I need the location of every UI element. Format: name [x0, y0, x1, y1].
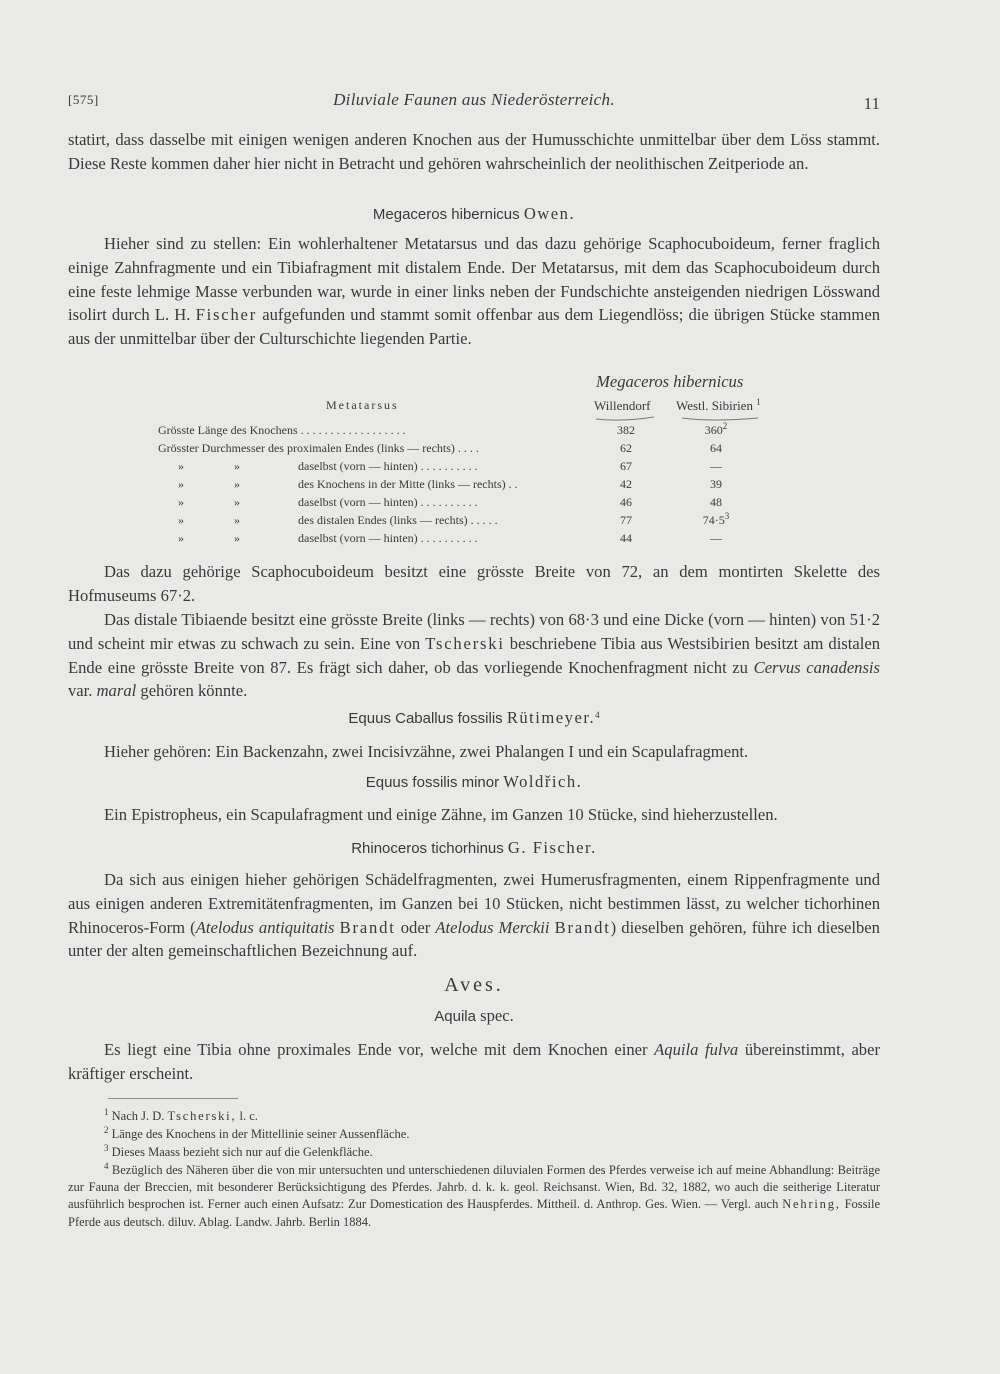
text-run: Da sich aus einigen hieher gehörigen Schädelfragmenten, zwei Humerusfragmenten, einem Rippenfragmente und aus einigen anderen Extremitätenfragmenten, im Ganzen bei 10 Stücken, nicht bestimmen lässt, zu welcher tichorhinen Rhinoceros-Form (	[68, 870, 880, 937]
column-header-text: Westl. Sibirien	[676, 398, 753, 413]
heading-equus-minor	[68, 772, 880, 792]
taxon-name: maral	[96, 681, 137, 701]
running-header	[68, 92, 880, 116]
header-braces	[592, 415, 762, 423]
paragraph-scaphocuboideum: Das dazu gehörige Scaphocuboideum besitzt eine grösste Breite von 72, an dem montirten Skelette des Hofmuseums 67·2.	[68, 562, 880, 605]
species-name: Megaceros hibernicus	[372, 206, 520, 223]
value-text: 360	[704, 423, 723, 437]
footnote-divider	[108, 1098, 238, 1099]
text-run: beschriebene Tibia aus Westsibirien besitzt am distalen Ende eine grösste Breite von 87. Es frägt sich daher, ob das vorliegende Knochenfragment nicht zu	[68, 633, 881, 677]
value-willendorf: 67	[620, 459, 632, 473]
row-label: des distalen Endes (links — rechts) . . . . .	[298, 513, 498, 527]
value-sibirien: 39	[710, 477, 722, 491]
taxon-name: Cervus canadensis	[753, 657, 881, 677]
person-name: Nehring,	[782, 1197, 841, 1212]
footnote-number: 2	[104, 1125, 109, 1135]
heading-aves: Aves.	[444, 974, 504, 996]
row-label: Grösste Länge des Knochens . . . . . . . . . . . . . . . . . .	[158, 423, 406, 437]
footnote-marker: 4	[595, 710, 600, 720]
footnote-1	[68, 1108, 880, 1125]
table-row	[146, 513, 786, 530]
text-run: Bezüglich des Näheren über die von mir untersuchten und unterschiedenen diluvialen Formen des Pferdes verweise ich auf meine Abhandlung: Beiträge zur Fauna der Breccien, mit besonderer Berücksichtigung des Pferdes. Jahrb. d. k. k. geol. Reichsanst. Wien, Bd. 32, 1882, wo auch die seitherige Literatur ausführlich besprochen ist. Ferner auch einen Aufsatz: Zur Domestication des Hauspferdes. Mittheil. d. Anthrop. Ges. Wien. — Vergl. auch	[68, 1163, 880, 1212]
person-name: Brandt	[339, 917, 396, 937]
footnote-number: 3	[104, 1143, 109, 1153]
running-title: Diluviale Faunen aus Niederösterreich.	[333, 90, 615, 109]
heading-aquila	[68, 1006, 880, 1026]
person-name: Fischer	[195, 305, 258, 325]
row-label: daselbst (vorn — hinten) . . . . . . . . . .	[298, 459, 478, 473]
footnote-3	[68, 1144, 880, 1161]
paragraph-rhinoceros	[68, 868, 880, 963]
value-willendorf: 77	[620, 513, 632, 527]
footnote-number: 1	[104, 1107, 109, 1117]
column-header-sibirien	[676, 398, 761, 414]
value-sibirien	[686, 513, 746, 528]
table-row	[146, 459, 786, 476]
value-sibirien: 48	[710, 495, 722, 509]
text-run: Hieher sind zu stellen: Ein wohlerhaltener Metatarsus und das dazu gehörige Scaphocuboideum, ferner fraglich einige Zahnfragmente und ein Tibiafragment mit distalem Ende. Der Metatarsus, mit dem das Scaphocuboideum durch eine feste lehmige Masse verbunden war, wurde in einer links neben der Fundschichte ansteigenden niedrigen Lösswand isolirt durch L. H.	[68, 234, 880, 325]
paragraph-equus-caballus: Hieher gehören: Ein Backenzahn, zwei Incisivzähne, zwei Phalangen I und ein Scapulafragment.	[104, 742, 749, 761]
table-row-header: Metatarsus	[326, 398, 399, 412]
table-row	[146, 423, 786, 440]
paragraph-megaceros	[68, 232, 880, 351]
row-label: Grösster Durchmesser des proximalen Endes (links — rechts) . . . .	[158, 441, 479, 455]
value-willendorf: 382	[617, 423, 635, 437]
ditto-mark: »	[178, 513, 184, 527]
footnote-marker: 2	[722, 421, 728, 431]
ditto-mark: »	[178, 495, 184, 509]
value-willendorf: 42	[620, 477, 632, 491]
species-name: Equus fossilis minor	[365, 774, 500, 791]
paragraph-continuation: statirt, dass dasselbe mit einigen wenigen anderen Knochen aus der Humusschichte unmittelbar über dem Löss stammt. Diese Reste kommen daher hier nicht in Betracht und gehören wahrscheinlich der neolithischen Zeitperiode an.	[68, 130, 880, 173]
text-run: Nach J. D.	[111, 1109, 165, 1123]
ditto-mark: »	[234, 477, 240, 491]
taxon-name: Atelodus antiquitatis	[195, 917, 335, 937]
table-row	[146, 441, 786, 458]
value-sibirien: —	[710, 531, 722, 545]
table-row	[146, 495, 786, 512]
value-willendorf: 44	[620, 531, 632, 545]
species-name: Equus Caballus fossilis	[348, 710, 503, 727]
value-sibirien	[686, 423, 746, 438]
row-label: des Knochens in der Mitte (links — rechts) . .	[298, 477, 518, 491]
paragraph-tibia	[68, 608, 880, 703]
text-run: oder	[400, 917, 431, 937]
row-label: daselbst (vorn — hinten) . . . . . . . . . .	[298, 531, 478, 545]
person-name: Tscherski	[425, 633, 505, 653]
value-willendorf: 62	[620, 441, 632, 455]
species-name: Rhinoceros tichorhinus	[351, 840, 504, 857]
footnote-marker: 1	[756, 397, 761, 407]
text-run: l. c.	[239, 1109, 258, 1123]
footnote-number: 4	[104, 1161, 109, 1171]
species-author: Rütimeyer.	[506, 708, 596, 727]
heading-rhinoceros	[68, 838, 880, 858]
ditto-mark: »	[234, 495, 240, 509]
person-name: Brandt	[554, 917, 611, 937]
species-name: Aquila	[434, 1008, 476, 1025]
footnote-4	[68, 1162, 880, 1231]
text-run: Fossile Pferde aus deutsch. diluv. Ablag. Landw. Jahrb. Berlin 1884.	[68, 1197, 881, 1229]
heading-equus-caballus	[68, 708, 880, 728]
value-sibirien: 64	[710, 441, 722, 455]
footnote-marker: 3	[724, 511, 730, 521]
row-label: daselbst (vorn — hinten) . . . . . . . . . .	[298, 495, 478, 509]
text-run: Das distale Tibiaende besitzt eine grösste Breite (links — rechts) von 68·3 und eine Dicke (vorn — hinten) von 51·2 und scheint mir etwas zu schwach zu sein. Eine von	[68, 610, 880, 653]
species-author: Woldřich.	[503, 772, 583, 791]
ditto-mark: »	[234, 513, 240, 527]
person-name: Tscherski,	[167, 1109, 237, 1123]
text-run: gehören könnte.	[140, 681, 248, 701]
species-author: G. Fischer.	[507, 838, 597, 857]
table-caption: Megaceros hibernicus	[596, 372, 744, 391]
text-run: var.	[68, 681, 93, 701]
table-row	[146, 477, 786, 494]
paragraph-equus-minor: Ein Epistropheus, ein Scapulafragment und einige Zähne, im Ganzen 10 Stücke, sind hieherzustellen.	[104, 805, 778, 824]
text-run: aufgefunden und stammt somit offenbar aus dem Liegendlöss; die übrigen Stücke stammen aus der unmittelbar über der Culturschichte liegenden Partie.	[68, 305, 880, 349]
footnote-2	[68, 1126, 880, 1143]
value-sibirien: —	[710, 459, 722, 473]
value-willendorf: 46	[620, 495, 632, 509]
species-author: Owen.	[523, 204, 576, 223]
heading-megaceros	[68, 204, 880, 224]
ditto-mark: »	[178, 531, 184, 545]
text-run: Länge des Knochens in der Mittellinie seiner Aussenfläche.	[111, 1127, 410, 1141]
text-run: Es liegt eine Tibia ohne proximales Ende vor, welche mit dem Knochen einer	[104, 1040, 648, 1059]
text-run: übereinstimmt, aber kräftiger erscheint.	[68, 1040, 880, 1083]
ditto-mark: »	[178, 459, 184, 473]
ditto-mark: »	[178, 477, 184, 491]
species-author: spec.	[480, 1006, 514, 1025]
ditto-mark: »	[234, 531, 240, 545]
text-run: Dieses Maass bezieht sich nur auf die Gelenkfläche.	[111, 1145, 373, 1159]
ditto-mark: »	[234, 459, 240, 473]
taxon-name: Atelodus Merckii	[435, 917, 550, 937]
paragraph-aquila	[68, 1038, 880, 1086]
column-header-willendorf: Willendorf	[594, 398, 651, 413]
text-run: ) dieselben gehören, führe ich dieselben unter der alten gemeinschaftlichen Bezeichnung auf.	[68, 917, 880, 961]
page-number: 11	[863, 94, 880, 113]
value-text: 74·5	[702, 513, 725, 527]
page-reference: [575]	[68, 92, 99, 107]
taxon-name: Aquila fulva	[654, 1040, 739, 1059]
table-row	[146, 531, 786, 548]
